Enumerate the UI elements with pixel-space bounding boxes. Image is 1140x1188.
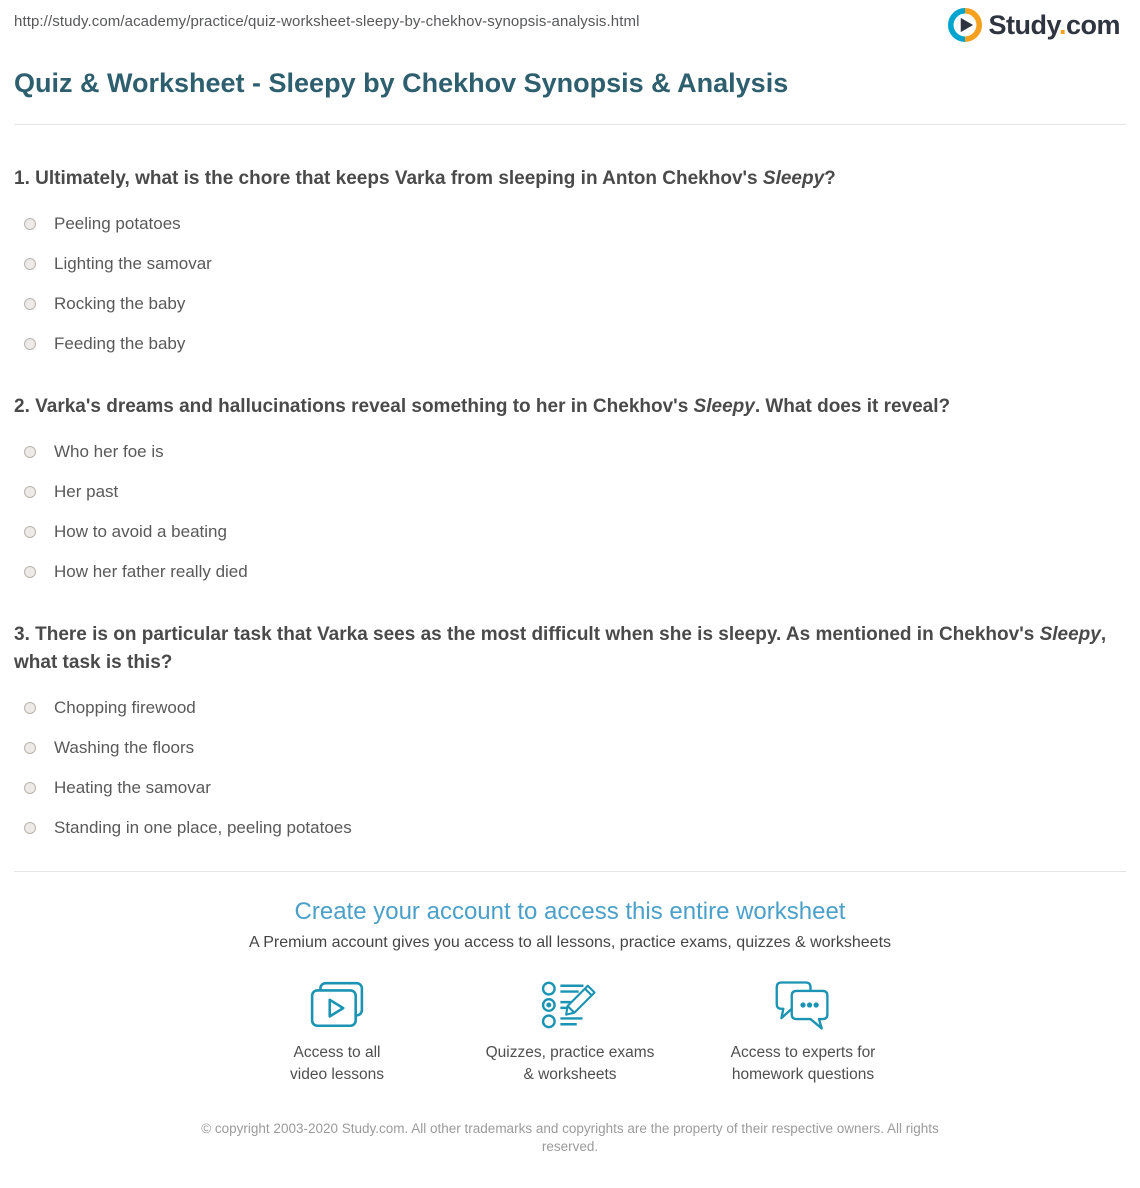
radio-button[interactable] [24, 218, 36, 230]
copyright-notice: © copyright 2003-2020 Study.com. All other trademarks and copyrights are the property of their respective owners. All rights reserved. [201, 1121, 939, 1154]
page-title: Quiz & Worksheet - Sleepy by Chekhov Synopsis & Analysis [14, 68, 789, 98]
page-url: http://study.com/academy/practice/quiz-worksheet-sleepy-by-chekhov-synopsis-analysis.html [14, 13, 640, 30]
question-2-text: 2. Varka's dreams and hallucinations reveal something to her in Chekhov's Sleepy. What does it reveal? [14, 396, 951, 417]
answer-option[interactable]: Standing in one place, peeling potatoes [24, 819, 1126, 837]
question-3-options [24, 699, 1126, 837]
radio-button[interactable] [24, 702, 36, 714]
question-3-text: 3. There is on particular task that Varka sees as the most difficult when she is sleepy. As mentioned in Chekhov's Sleepy, what task is this? [14, 624, 1107, 673]
feature-label: Access to all video lessons [290, 1044, 384, 1083]
studycom-logo[interactable] [948, 8, 1120, 42]
answer-option[interactable]: Peeling potatoes [24, 215, 1126, 233]
title-divider [14, 124, 1126, 125]
answer-option[interactable]: Lighting the samovar [24, 255, 1126, 273]
question-1-text: 1. Ultimately, what is the chore that keeps Varka from sleeping in Anton Chekhov's Sleepy? [14, 168, 836, 189]
question-1-options [24, 215, 1126, 353]
answer-option[interactable]: Chopping firewood [24, 699, 1126, 717]
premium-subtitle: A Premium account gives you access to all lessons, practice exams, quizzes & worksheets [248, 934, 892, 951]
answer-option[interactable]: Heating the samovar [24, 779, 1126, 797]
question-2-options [24, 443, 1126, 581]
radio-button[interactable] [24, 258, 36, 270]
answer-option[interactable]: Who her foe is [24, 443, 1126, 461]
answer-option[interactable]: How to avoid a beating [24, 523, 1126, 541]
feature-label: Access to experts for homework questions [730, 1044, 876, 1083]
quiz-worksheet-icon [540, 979, 600, 1031]
logo-wordmark: Study.com [988, 9, 1120, 40]
signup-section [14, 871, 1126, 1086]
play-logo-icon [948, 8, 982, 42]
feature-list [14, 978, 1126, 1086]
video-lessons-icon [309, 980, 365, 1030]
question-3 [14, 621, 1126, 837]
question-2 [14, 393, 1126, 581]
answer-option[interactable]: How her father really died [24, 563, 1126, 581]
create-account-link[interactable]: Create your account to access this entire worksheet [294, 898, 846, 925]
answer-option[interactable]: Rocking the baby [24, 295, 1126, 313]
radio-button[interactable] [24, 338, 36, 350]
feature-homework-experts [696, 978, 911, 1086]
answer-option[interactable]: Feeding the baby [24, 335, 1126, 353]
question-1 [14, 165, 1126, 353]
feature-label: Quizzes, practice exams & worksheets [485, 1044, 655, 1083]
radio-button[interactable] [24, 566, 36, 578]
radio-button[interactable] [24, 822, 36, 834]
radio-button[interactable] [24, 446, 36, 458]
radio-button[interactable] [24, 526, 36, 538]
radio-button[interactable] [24, 782, 36, 794]
feature-video-lessons [230, 978, 445, 1086]
answer-option[interactable]: Washing the floors [24, 739, 1126, 757]
radio-button[interactable] [24, 486, 36, 498]
chat-experts-icon [773, 979, 833, 1031]
answer-option[interactable]: Her past [24, 483, 1126, 501]
radio-button[interactable] [24, 298, 36, 310]
feature-quizzes-worksheets [463, 978, 678, 1086]
radio-button[interactable] [24, 742, 36, 754]
